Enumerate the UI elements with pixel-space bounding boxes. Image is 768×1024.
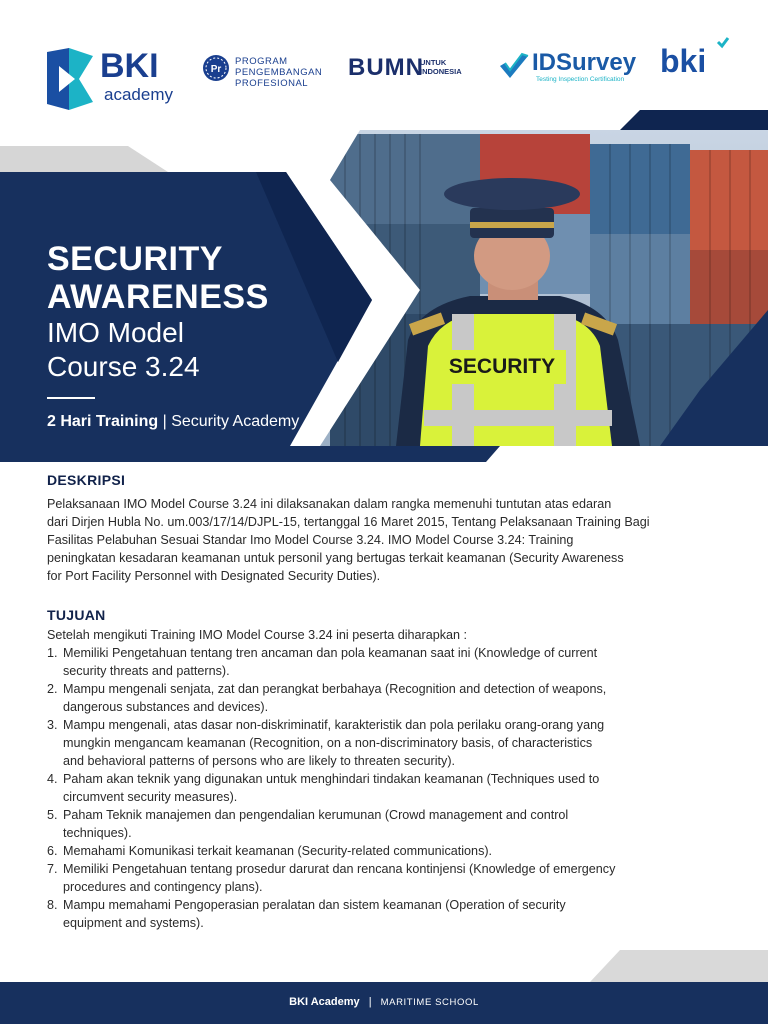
list-item xyxy=(47,770,723,806)
list-item xyxy=(47,644,723,680)
footer-accent xyxy=(590,950,768,982)
subtitle-line1: IMO Model xyxy=(47,317,184,348)
ppp-line1: PROGRAM xyxy=(235,56,288,67)
list-item xyxy=(47,842,723,860)
bki-small-wordmark: bki xyxy=(660,43,707,79)
list-line: and behavioral patterns of persons who are likely to threaten security). xyxy=(63,754,456,768)
list-number: 1. xyxy=(47,646,58,660)
list-line: Paham Teknik manajemen dan pengendalian kerumunan (Crowd management and control xyxy=(63,808,569,822)
list-number: 6. xyxy=(47,844,58,858)
training-program: Security Academy xyxy=(171,413,300,430)
course-title xyxy=(47,240,269,316)
footer-brand: BKI Academy xyxy=(289,996,360,1008)
subtitle-line2: Course 3.24 xyxy=(47,351,200,382)
bki-academy-wordmark: BKI xyxy=(100,47,159,85)
ppp-text xyxy=(235,56,322,89)
bumn-line2: INDONESIA xyxy=(420,67,462,76)
list-line: Memiliki Pengetahuan tentang tren ancaman dan pola keamanan saat ini (Knowledge of current xyxy=(63,646,598,660)
title-divider xyxy=(47,397,95,399)
idsurvey-tagline: Testing Inspection Certification xyxy=(536,76,625,83)
list-number: 4. xyxy=(47,772,58,786)
tujuan-intro: Setelah mengikuti Training IMO Model Course 3.24 ini peserta diharapkan : xyxy=(47,628,468,642)
title-line2: AWARENESS xyxy=(47,278,269,316)
ppp-badge-icon xyxy=(202,54,230,82)
training-tagline xyxy=(47,412,299,432)
tujuan-section xyxy=(47,606,723,932)
bki-academy-subtitle: academy xyxy=(104,85,173,104)
idsurvey-check-icon xyxy=(498,52,530,82)
list-item xyxy=(47,806,723,842)
list-line: mungkin mengancam keamanan (Recognition, on a non-discriminatory basis, of characteristics xyxy=(63,736,593,750)
tujuan-heading: TUJUAN xyxy=(47,607,106,623)
deskripsi-line: peningkatan kesadaran keamanan untuk personil yang bertugas terkait keamanan (Security Awareness xyxy=(47,551,624,565)
list-line: equipment and systems). xyxy=(63,916,204,930)
bumn-line1: UNTUK xyxy=(420,58,447,67)
list-item xyxy=(47,680,723,716)
list-line: Memiliki Pengetahuan tentang prosedur darurat dan rencana kontinjensi (Knowledge of emergency xyxy=(63,862,616,876)
deskripsi-line: for Port Facility Personnel with Designated Security Duties). xyxy=(47,569,381,583)
list-line: procedures and contingency plans). xyxy=(63,880,263,894)
list-number: 3. xyxy=(47,718,58,732)
list-number: 8. xyxy=(47,898,58,912)
vest-label: SECURITY xyxy=(448,355,556,378)
list-item xyxy=(47,860,723,896)
deskripsi-body xyxy=(47,495,723,585)
bumn-wordmark: BUMN xyxy=(348,54,424,81)
course-subtitle xyxy=(47,316,200,384)
logo-bar xyxy=(0,0,768,120)
list-number: 2. xyxy=(47,682,58,696)
footer-school: MARITIME SCHOOL xyxy=(380,997,479,1008)
training-duration: 2 Hari Training xyxy=(47,413,159,430)
list-item xyxy=(47,716,723,770)
bki-dot-icon xyxy=(716,36,730,50)
ppp-line3: PROFESIONAL xyxy=(235,78,309,89)
bki-academy-logo-icon xyxy=(45,48,95,110)
deskripsi-line: Pelaksanaan IMO Model Course 3.24 ini dilaksanakan dalam rangka memenuhi tuntutan atas edaran xyxy=(47,497,612,511)
list-line: Paham akan teknik yang digunakan untuk menghindari tindakan keamanan (Techniques used to xyxy=(63,772,600,786)
deskripsi-heading: DESKRIPSI xyxy=(47,472,126,488)
tujuan-list xyxy=(47,644,723,932)
list-number: 5. xyxy=(47,808,58,822)
footer-separator: | xyxy=(368,996,372,1008)
list-item xyxy=(47,896,723,932)
deskripsi-section xyxy=(47,471,723,585)
list-line: techniques). xyxy=(63,826,132,840)
idsurvey-wordmark: IDSurvey xyxy=(532,49,637,76)
list-line: dangerous substances and devices). xyxy=(63,700,269,714)
list-line: Mampu mengenali, atas dasar non-diskriminatif, karakteristik dan pola perilaku orang-orang yang xyxy=(63,718,605,732)
deskripsi-line: Fasilitas Pelabuhan Sesuai Standar Imo Model Course 3.24. IMO Model Course 3.24: Training xyxy=(47,533,574,547)
list-line: Mampu memahami Pengoperasian peralatan dan sistem keamanan (Operation of security xyxy=(63,898,566,912)
footer-text xyxy=(0,996,768,1008)
ppp-line2: PENGEMBANGAN xyxy=(235,67,323,78)
list-number: 7. xyxy=(47,862,58,876)
list-line: Memahami Komunikasi terkait keamanan (Security-related communications). xyxy=(63,844,493,858)
bumn-tagline xyxy=(420,58,462,76)
list-line: security threats and patterns). xyxy=(63,664,230,678)
list-line: Mampu mengenali senjata, zat dan perangkat berbahaya (Recognition and detection of weapons, xyxy=(63,682,607,696)
deskripsi-line: dari Dirjen Hubla No. um.003/17/14/DJPL-15, tertanggal 16 Maret 2015, Tentang Pelaksanaan Training Bagi xyxy=(47,515,650,529)
tagline-separator: | xyxy=(158,413,172,430)
list-line: circumvent security measures). xyxy=(63,790,238,804)
title-line1: SECURITY xyxy=(47,240,223,278)
svg-text:Pr: Pr xyxy=(210,64,222,75)
